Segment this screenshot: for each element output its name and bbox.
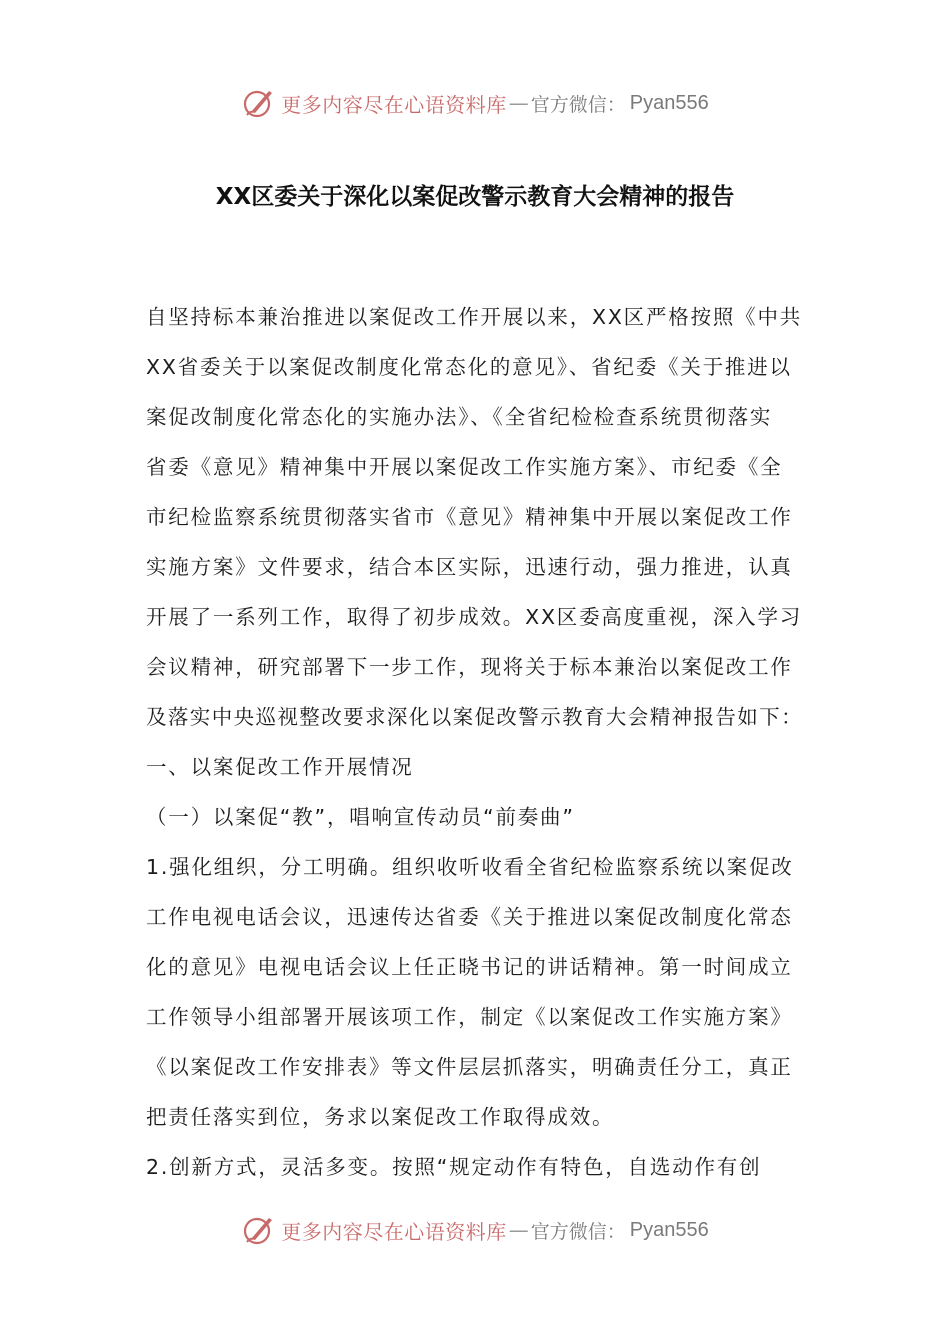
banner-text: 更多内容尽在心语资料库 bbox=[281, 92, 507, 117]
text-line: 及落实中央巡视整改要求深化以案促改警示教育大会精神报告如下： bbox=[146, 705, 803, 729]
banner-dash: — bbox=[508, 91, 529, 115]
text-line: 省委《意见》精神集中开展以案促改工作实施方案》、市纪委《全 bbox=[146, 455, 783, 479]
banner-wechat-id: Pyan556 bbox=[629, 1218, 709, 1241]
text-line: 化的意见》电视电话会议上任正晓书记的讲话精神。第一时间成立 bbox=[146, 955, 793, 979]
banner-dash: — bbox=[508, 1218, 529, 1242]
text-line: 案促改制度化常态化的实施办法》、《全省纪检检查系统贯彻落实 bbox=[146, 405, 773, 429]
text-line: 《以案促改工作安排表》等文件层层抓落实，明确责任分工，真正 bbox=[146, 1055, 793, 1079]
footer-watermark-banner bbox=[0, 1210, 950, 1250]
quill-pen-logo-icon bbox=[241, 1212, 277, 1248]
quill-pen-logo-icon bbox=[241, 85, 277, 121]
text-line: 市纪检监察系统贯彻落实省市《意见》精神集中开展以案促改工作 bbox=[146, 505, 793, 529]
header-watermark-banner bbox=[0, 83, 950, 123]
text-line: 一、以案促改工作开展情况 bbox=[146, 755, 414, 779]
document-body bbox=[146, 299, 806, 1199]
text-line: （一）以案促“教”，唱响宣传动员“前奏曲” bbox=[146, 805, 575, 829]
document-title: XX区委关于深化以案促改警示教育大会精神的报告 bbox=[215, 184, 735, 210]
banner-wechat-label: 官方微信： bbox=[530, 93, 626, 116]
text-line: 会议精神，研究部署下一步工作，现将关于标本兼治以案促改工作 bbox=[146, 655, 793, 679]
text-line: 2.创新方式，灵活多变。按照“规定动作有特色，自选动作有创 bbox=[146, 1155, 762, 1179]
text-line: 开展了一系列工作，取得了初步成效。XX区委高度重视，深入学习 bbox=[146, 605, 803, 629]
text-line: 工作领导小组部署开展该项工作，制定《以案促改工作实施方案》 bbox=[146, 1005, 793, 1029]
text-line: 实施方案》文件要求，结合本区实际，迅速行动，强力推进，认真 bbox=[146, 555, 793, 579]
text-line: XX省委关于以案促改制度化常态化的意见》、省纪委《关于推进以 bbox=[146, 355, 792, 379]
banner-text: 更多内容尽在心语资料库 bbox=[281, 1219, 507, 1244]
text-line: 自坚持标本兼治推进以案促改工作开展以来，XX区严格按照《中共 bbox=[146, 305, 803, 329]
banner-wechat-label: 官方微信： bbox=[530, 1220, 626, 1243]
text-line: 1.强化组织，分工明确。组织收听收看全省纪检监察系统以案促改 bbox=[146, 855, 794, 879]
text-line: 把责任落实到位，务求以案促改工作取得成效。 bbox=[146, 1105, 615, 1129]
text-line: 工作电视电话会议，迅速传达省委《关于推进以案促改制度化常态 bbox=[146, 905, 793, 929]
banner-wechat-id: Pyan556 bbox=[629, 91, 709, 114]
